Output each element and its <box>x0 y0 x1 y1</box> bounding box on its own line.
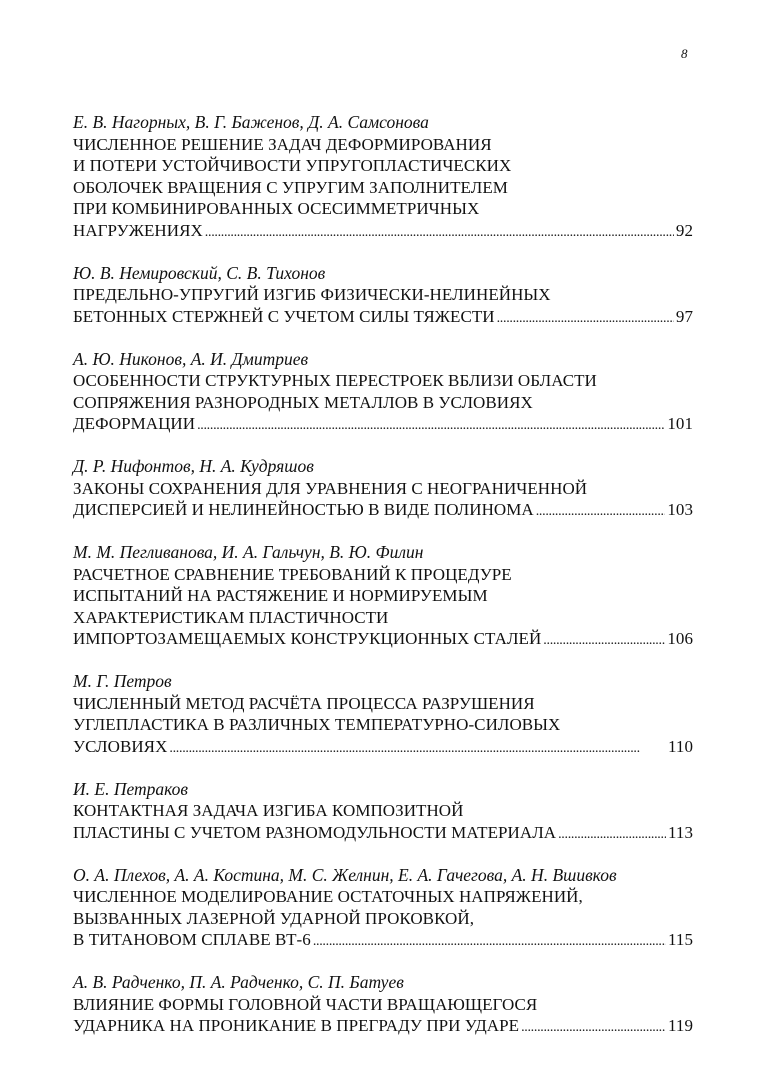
entry-title-text: ДЕФОРМАЦИИ <box>73 414 196 433</box>
entry-title-line: ОСОБЕННОСТИ СТРУКТУРНЫХ ПЕРЕСТРОЕК ВБЛИЗИ ОБЛАСТИ <box>73 371 597 390</box>
entry-title-line <box>73 1015 693 1039</box>
toc-entry[interactable] <box>73 542 693 652</box>
entry-title-line: КОНТАКТНАЯ ЗАДАЧА ИЗГИБА КОМПОЗИТНОЙ <box>73 801 464 820</box>
toc-entry[interactable] <box>73 865 693 953</box>
dot-leader <box>205 222 674 244</box>
toc-entry[interactable] <box>73 349 693 437</box>
entry-title-line <box>73 499 693 523</box>
entry-page-number[interactable]: 113 <box>667 822 693 842</box>
entry-page-number[interactable]: 92 <box>675 220 693 240</box>
entry-authors: А. В. Радченко, П. А. Радченко, С. П. Батуев <box>73 972 404 992</box>
entry-title-text: ИМПОРТОЗАМЕЩАЕМЫХ КОНСТРУКЦИОННЫХ СТАЛЕЙ <box>73 629 542 648</box>
entry-title-text: В ТИТАНОВОМ СПЛАВЕ ВТ-6 <box>73 930 311 949</box>
entry-page-number[interactable]: 106 <box>667 629 693 648</box>
entry-title-line: ЗАКОНЫ СОХРАНЕНИЯ ДЛЯ УРАВНЕНИЯ С НЕОГРАНИЧЕННОЙ <box>73 478 588 498</box>
dot-leader <box>521 1017 666 1039</box>
entry-title-line <box>73 929 693 953</box>
entry-authors: И. Е. Петраков <box>73 778 189 799</box>
dot-leader <box>169 738 666 760</box>
dot-leader <box>543 630 665 652</box>
entry-title-line <box>73 822 693 846</box>
entry-page-number[interactable]: 115 <box>667 930 693 949</box>
entry-title-line: ИСПЫТАНИЙ НА РАСТЯЖЕНИЕ И НОРМИРУЕМЫМ <box>73 586 488 605</box>
toc-entry[interactable] <box>73 112 693 243</box>
entry-title-text: НАГРУЖЕНИЯХ <box>73 220 203 240</box>
toc-entry[interactable] <box>73 263 693 330</box>
entry-page-number[interactable]: 103 <box>667 500 693 519</box>
entry-title-text: ДИСПЕРСИЕЙ И НЕЛИНЕЙНОСТЬЮ В ВИДЕ ПОЛИНОМА <box>73 500 534 519</box>
entry-title-line <box>73 736 693 760</box>
toc-entry[interactable] <box>73 456 693 523</box>
table-of-contents <box>73 112 693 1058</box>
entry-title-text: УДАРНИКА НА ПРОНИКАНИЕ В ПРЕГРАДУ ПРИ УДАРЕ <box>73 1016 520 1035</box>
entry-authors: М. М. Пегливанова, И. А. Гальчун, В. Ю. Филин <box>73 542 424 562</box>
page-number: 8 <box>681 46 688 61</box>
entry-page-number[interactable]: 101 <box>667 414 693 433</box>
entry-page-number[interactable]: 97 <box>675 306 693 326</box>
entry-title-text: БЕТОННЫХ СТЕРЖНЕЙ С УЧЕТОМ СИЛЫ ТЯЖЕСТИ <box>73 306 495 326</box>
entry-authors: Д. Р. Нифонтов, Н. А. Кудряшов <box>73 456 314 476</box>
toc-entry[interactable] <box>73 671 693 759</box>
entry-title-line: ЧИСЛЕННОЕ РЕШЕНИЕ ЗАДАЧ ДЕФОРМИРОВАНИЯ <box>73 134 492 154</box>
entry-title-line <box>73 413 693 437</box>
dot-leader <box>313 931 666 953</box>
entry-title-line: ВЫЗВАННЫХ ЛАЗЕРНОЙ УДАРНОЙ ПРОКОВКОЙ, <box>73 908 474 928</box>
dot-leader <box>536 501 666 523</box>
entry-authors: Е. В. Нагорных, В. Г. Баженов, Д. А. Самсонова <box>73 112 429 132</box>
entry-title-line: ПРИ КОМБИНИРОВАННЫХ ОСЕСИММЕТРИЧНЫХ <box>73 199 480 218</box>
dot-leader <box>497 308 674 330</box>
entry-title-line: РАСЧЕТНОЕ СРАВНЕНИЕ ТРЕБОВАНИЙ К ПРОЦЕДУРЕ <box>73 564 512 584</box>
dot-leader <box>197 415 665 437</box>
entry-title-line: И ПОТЕРИ УСТОЙЧИВОСТИ УПРУГОПЛАСТИЧЕСКИХ <box>73 156 512 175</box>
entry-authors: О. А. Плехов, А. А. Костина, М. С. Желнин, Е. А. Гачегова, А. Н. Вшивков <box>73 864 617 885</box>
entry-title-text: УСЛОВИЯХ <box>73 736 168 756</box>
entry-title-line: ХАРАКТЕРИСТИКАМ ПЛАСТИЧНОСТИ <box>73 607 389 627</box>
entry-title-line: УГЛЕПЛАСТИКА В РАЗЛИЧНЫХ ТЕМПЕРАТУРНО-СИЛОВЫХ <box>73 715 561 734</box>
entry-page-number[interactable]: 119 <box>667 1016 693 1035</box>
toc-entry[interactable] <box>73 972 693 1039</box>
entry-title-line <box>73 220 693 244</box>
entry-authors: А. Ю. Никонов, А. И. Дмитриев <box>73 348 309 369</box>
entry-authors: М. Г. Петров <box>73 671 172 691</box>
entry-title-line: ПРЕДЕЛЬНО-УПРУГИЙ ИЗГИБ ФИЗИЧЕСКИ-НЕЛИНЕЙНЫХ <box>73 285 551 304</box>
entry-authors: Ю. В. Немировский, С. В. Тихонов <box>73 262 326 283</box>
entry-title-line: ЧИСЛЕННОЕ МОДЕЛИРОВАНИЕ ОСТАТОЧНЫХ НАПРЯЖЕНИЙ, <box>73 887 583 906</box>
entry-title-text: ПЛАСТИНЫ С УЧЕТОМ РАЗНОМОДУЛЬНОСТИ МАТЕРИАЛА <box>73 822 557 842</box>
entry-title-line <box>73 306 693 330</box>
dot-leader <box>558 824 666 846</box>
entry-title-line: ВЛИЯНИЕ ФОРМЫ ГОЛОВНОЙ ЧАСТИ ВРАЩАЮЩЕГОСЯ <box>73 994 538 1014</box>
entry-title-line: ОБОЛОЧЕК ВРАЩЕНИЯ С УПРУГИМ ЗАПОЛНИТЕЛЕМ <box>73 177 508 197</box>
entry-title-line: СОПРЯЖЕНИЯ РАЗНОРОДНЫХ МЕТАЛЛОВ В УСЛОВИЯХ <box>73 392 533 412</box>
toc-entry[interactable] <box>73 779 693 846</box>
entry-title-line <box>73 628 693 652</box>
entry-title-line: ЧИСЛЕННЫЙ МЕТОД РАСЧЁТА ПРОЦЕССА РАЗРУШЕНИЯ <box>73 693 535 713</box>
entry-page-number[interactable]: 110 <box>667 736 693 756</box>
